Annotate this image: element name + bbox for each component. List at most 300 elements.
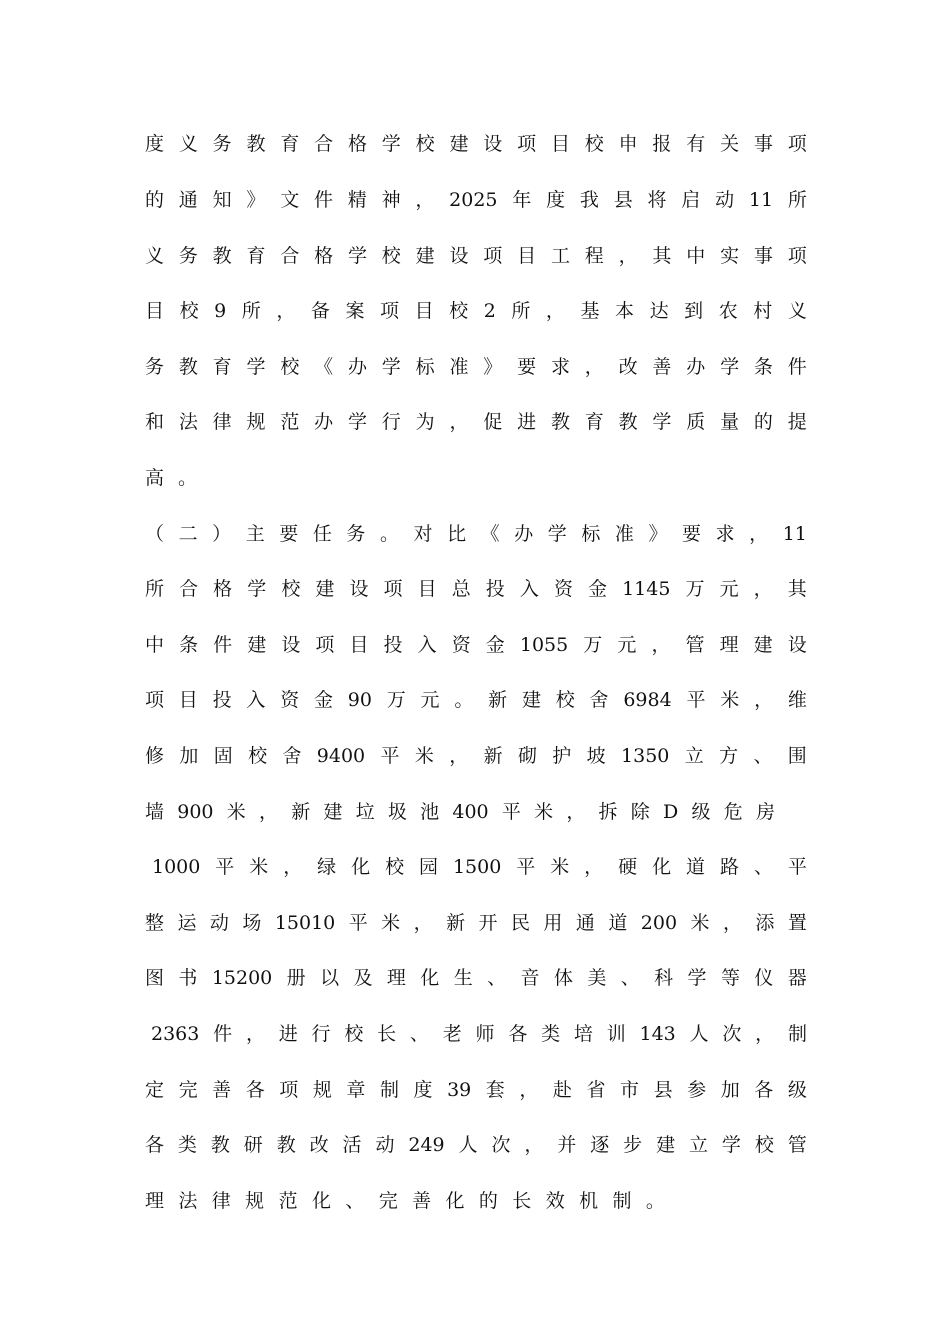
text-glyph: 和 [145,411,165,433]
text-line [145,241,807,271]
text-glyph: 教 [212,245,232,267]
text-glyph: ， [413,912,433,934]
text-glyph: 、 [753,745,773,767]
text-glyph: 建 [323,801,343,823]
text-glyph: 整 [145,912,165,934]
text-glyph: 精 [347,189,367,211]
text-glyph: 项 [145,689,165,711]
text-glyph: 案 [345,300,365,322]
text-glyph: 规 [312,1079,332,1101]
text-glyph: 的 [478,1190,498,1212]
text-glyph: 准 [614,523,634,545]
text-glyph: 入 [417,634,437,656]
text-glyph: 目 [178,689,198,711]
text-glyph: 所 [145,578,165,600]
text-line [145,296,807,326]
text-glyph: 管 [787,1134,807,1156]
text-glyph: 以 [320,967,340,989]
text-glyph: 办 [347,356,367,378]
text-glyph: ， [651,634,671,656]
text-line [145,741,807,771]
text-glyph: 有 [686,133,706,155]
text-glyph: 维 [787,689,807,711]
text-glyph: 2 [483,300,496,322]
text-glyph: 教 [178,356,198,378]
text-glyph: 143 [639,1023,676,1045]
text-glyph: 并 [557,1134,577,1156]
text-glyph: 进 [517,411,537,433]
text-glyph: 规 [246,411,266,433]
text-glyph: 化 [420,967,440,989]
text-glyph: 学 [381,356,401,378]
text-line [151,1019,807,1049]
text-glyph: 其 [787,578,807,600]
text-glyph: 善 [652,356,672,378]
text-glyph: 量 [720,411,740,433]
text-line [145,630,807,660]
text-glyph: 项 [315,634,335,656]
text-glyph: 动 [715,189,735,211]
text-line [145,963,807,993]
text-glyph: 市 [620,1079,640,1101]
text-glyph: 校 [415,133,435,155]
text-glyph: 400 [452,801,489,823]
text-glyph: 章 [346,1079,366,1101]
text-glyph: 理 [145,1190,165,1212]
text-glyph: 二 [178,523,198,545]
text-line [145,685,807,715]
text-glyph: 件 [313,189,333,211]
text-glyph: 其 [652,245,672,267]
text-glyph: 1350 [621,745,670,767]
text-glyph: 体 [553,967,573,989]
text-glyph: 米 [226,801,246,823]
text-glyph: 主 [245,523,265,545]
text-glyph: ， [566,801,586,823]
text-glyph: 道 [686,856,706,878]
text-glyph: 的 [145,189,165,211]
text-glyph: 置 [787,912,807,934]
text-glyph: 行 [311,1023,331,1045]
text-glyph: 格 [314,245,334,267]
text-glyph: ， [415,189,435,211]
text-glyph: 项 [483,245,503,267]
text-glyph: 学 [347,245,367,267]
text-glyph: 1000 [152,856,201,878]
text-glyph: 格 [213,578,233,600]
text-glyph: 各 [754,1079,774,1101]
text-glyph: ， [283,856,303,878]
text-glyph: 目 [517,245,537,267]
text-glyph: 校 [280,356,300,378]
text-glyph: 理 [719,634,739,656]
text-glyph: 老 [442,1023,462,1045]
text-glyph: 学 [687,967,707,989]
text-glyph: 基 [580,300,600,322]
text-glyph: 修 [145,745,165,767]
text-glyph: ， [245,1023,265,1045]
text-glyph: 范 [278,1190,298,1212]
text-glyph: 项 [787,245,807,267]
text-glyph: 教 [550,411,570,433]
text-glyph: 完 [178,1079,198,1101]
text-glyph: 达 [649,300,669,322]
text-glyph: 义 [178,133,198,155]
text-glyph: 校 [179,300,199,322]
text-glyph: 开 [478,912,498,934]
text-glyph: 法 [178,1190,198,1212]
text-glyph: 度 [546,189,566,211]
text-glyph: 。 [379,523,399,545]
text-glyph: 运 [177,912,197,934]
text-glyph: 育 [246,245,266,267]
text-glyph: 准 [449,356,469,378]
text-glyph: 县 [653,1079,673,1101]
text-glyph: 平 [380,745,400,767]
text-glyph: 事 [753,133,773,155]
text-glyph: 设 [349,578,369,600]
text-glyph: 90 [347,689,372,711]
text-glyph: 249 [408,1134,445,1156]
text-glyph: 设 [483,133,503,155]
text-glyph: 》 [246,189,266,211]
text-glyph: 本 [615,300,635,322]
text-glyph: 器 [787,967,807,989]
text-glyph: 规 [245,1190,265,1212]
text-glyph: 长 [377,1023,397,1045]
text-glyph: 元 [617,634,637,656]
text-glyph: 平 [516,856,536,878]
text-glyph: 农 [718,300,738,322]
text-glyph: 工 [550,245,570,267]
text-line [145,352,807,382]
text-line [145,1186,665,1216]
text-glyph: 民 [510,912,530,934]
text-glyph: 神 [381,189,401,211]
text-glyph: 的 [753,411,773,433]
text-glyph: 。 [645,1190,665,1212]
text-glyph: 学 [381,133,401,155]
text-glyph: 、 [487,967,507,989]
text-line [145,574,807,604]
text-glyph: 求 [550,356,570,378]
text-glyph: ， [722,912,742,934]
text-glyph: 办 [686,356,706,378]
text-glyph: 务 [178,245,198,267]
text-glyph: 人 [689,1023,709,1045]
text-glyph: 池 [420,801,440,823]
text-glyph: 设 [281,634,301,656]
text-glyph: 书 [178,967,198,989]
text-glyph: 赴 [552,1079,572,1101]
text-glyph: 合 [314,133,334,155]
text-glyph: 美 [587,967,607,989]
text-glyph: 立 [689,1134,709,1156]
text-glyph: 园 [419,856,439,878]
text-glyph: 教 [210,1134,230,1156]
text-glyph: 9400 [316,745,366,767]
text-glyph: 县 [613,189,633,211]
text-glyph: 项 [787,133,807,155]
text-glyph: 备 [310,300,330,322]
text-glyph: 1145 [622,578,671,600]
text-glyph: 件 [213,1023,233,1045]
text-glyph: 校 [584,133,604,155]
text-line [145,519,807,549]
text-glyph: 机 [579,1190,599,1212]
text-line [145,129,807,159]
text-glyph: 护 [552,745,572,767]
text-glyph: 类 [177,1134,197,1156]
text-glyph: 新 [291,801,311,823]
text-glyph: 所 [241,300,261,322]
text-glyph: 次 [722,1023,742,1045]
text-glyph: 校 [248,745,268,767]
text-glyph: 2025 [449,189,498,211]
text-glyph: 、 [345,1190,365,1212]
text-glyph: 等 [720,967,740,989]
text-glyph: 建 [753,634,773,656]
text-glyph: 促 [483,411,503,433]
text-glyph: 项 [380,300,400,322]
text-glyph: 及 [353,967,373,989]
text-glyph: 项 [279,1079,299,1101]
text-glyph: 提 [787,411,807,433]
text-glyph: 拆 [598,801,618,823]
text-glyph: 生 [453,967,473,989]
text-glyph: 舍 [282,745,302,767]
text-glyph: 人 [458,1134,478,1156]
text-glyph: 建 [247,634,267,656]
text-glyph: 11 [748,189,774,211]
text-glyph: 加 [720,1079,740,1101]
text-glyph: 效 [545,1190,565,1212]
text-glyph: 学 [347,411,367,433]
text-glyph: 建 [415,245,435,267]
text-glyph: 设 [787,634,807,656]
text-glyph: 危 [723,801,743,823]
text-glyph: 质 [686,411,706,433]
text-glyph: 学 [720,356,740,378]
text-glyph: ， [584,356,604,378]
text-glyph: 校 [385,856,405,878]
text-glyph: 为 [415,411,435,433]
text-line [145,908,807,938]
text-glyph: ， [753,578,773,600]
text-glyph: 200 [640,912,678,934]
text-glyph: 米 [720,689,740,711]
text-glyph: 逐 [590,1134,610,1156]
text-glyph: 所 [511,300,531,322]
text-glyph: 比 [447,523,467,545]
text-glyph: 动 [209,912,229,934]
text-glyph: 将 [647,189,667,211]
text-glyph: 万 [685,578,705,600]
text-glyph: 路 [719,856,739,878]
text-glyph: 各 [245,1079,265,1101]
text-glyph: 资 [280,689,300,711]
text-glyph: 15010 [274,912,336,934]
text-glyph: 务 [145,356,165,378]
text-glyph: 墙 [145,801,165,823]
text-glyph: 申 [618,133,638,155]
text-glyph: ） [212,523,232,545]
text-glyph: 活 [342,1134,362,1156]
text-glyph: 育 [212,356,232,378]
text-glyph: 元 [719,578,739,600]
text-glyph: 添 [755,912,775,934]
text-glyph: ， [618,245,638,267]
text-glyph: 各 [145,1134,165,1156]
text-glyph: 入 [519,578,539,600]
text-glyph: 元 [420,689,440,711]
text-glyph: 度 [413,1079,433,1101]
text-glyph: 年 [512,189,532,211]
text-glyph: 固 [213,745,233,767]
text-glyph: 、 [409,1023,429,1045]
text-glyph: 启 [681,189,701,211]
text-glyph: 米 [550,856,570,878]
text-glyph: 900 [177,801,214,823]
text-glyph: 科 [654,967,674,989]
text-glyph: 制 [787,1023,807,1045]
text-glyph: 1500 [452,856,502,878]
text-glyph: 学 [721,1134,741,1156]
text-glyph: 、 [753,856,773,878]
text-glyph: 舍 [589,689,609,711]
text-glyph: 坡 [586,745,606,767]
text-glyph: 育 [280,133,300,155]
text-glyph: 村 [753,300,773,322]
text-line [152,852,807,882]
text-glyph: 平 [787,856,807,878]
text-glyph: 校 [281,578,301,600]
text-glyph: 法 [178,411,198,433]
text-glyph: ， [749,523,769,545]
text-glyph: 建 [656,1134,676,1156]
text-glyph: 参 [687,1079,707,1101]
text-glyph: 中 [686,245,706,267]
text-glyph: ， [276,300,296,322]
text-glyph: 高 [145,467,165,489]
text-glyph: 万 [583,634,603,656]
text-glyph: 要 [682,523,702,545]
text-glyph: 校 [754,1134,774,1156]
text-glyph: 育 [584,411,604,433]
text-glyph: 场 [242,912,262,934]
text-glyph: 资 [451,634,471,656]
text-glyph: 师 [475,1023,495,1045]
text-glyph: 立 [684,745,704,767]
text-glyph: 务 [346,523,366,545]
text-glyph: 教 [246,133,266,155]
text-glyph: ， [449,411,469,433]
text-glyph: 建 [521,689,541,711]
text-glyph: 教 [276,1134,296,1156]
text-glyph: 所 [787,189,807,211]
text-glyph: 平 [215,856,235,878]
text-glyph: 完 [378,1190,398,1212]
text-glyph: 改 [618,356,638,378]
text-glyph: 圾 [387,801,407,823]
text-glyph: 律 [212,411,232,433]
text-glyph: 要 [279,523,299,545]
text-glyph: 办 [314,411,334,433]
text-glyph: 管 [685,634,705,656]
text-glyph: 定 [145,1079,165,1101]
text-glyph: 步 [623,1134,643,1156]
text-glyph: 图 [145,967,165,989]
text-glyph: 金 [313,689,333,711]
text-glyph: 化 [311,1190,331,1212]
text-glyph: 仪 [754,967,774,989]
text-glyph: 投 [383,634,403,656]
text-glyph: 投 [485,578,505,600]
text-glyph: ， [524,1134,544,1156]
text-glyph: 入 [246,689,266,711]
text-glyph: 办 [514,523,534,545]
text-glyph: 投 [212,689,232,711]
text-glyph: 级 [691,801,711,823]
text-glyph: 善 [212,1079,232,1101]
text-glyph: 房 [755,801,775,823]
text-glyph: 省 [586,1079,606,1101]
text-glyph: 学 [247,578,267,600]
text-glyph: 校 [555,689,575,711]
text-glyph: 动 [375,1134,395,1156]
text-glyph: 道 [608,912,628,934]
text-glyph: 各 [508,1023,528,1045]
text-glyph: 标 [581,523,601,545]
text-glyph: 实 [720,245,740,267]
text-glyph: 任 [312,523,332,545]
text-glyph: 次 [491,1134,511,1156]
text-glyph: 绿 [317,856,337,878]
text-glyph: 行 [381,411,401,433]
text-glyph: 1055 [519,634,569,656]
text-glyph: 加 [179,745,199,767]
text-glyph: ， [449,745,469,767]
text-glyph: 格 [347,133,367,155]
text-glyph: 》 [483,356,503,378]
text-glyph: 新 [488,689,508,711]
text-glyph: 合 [179,578,199,600]
text-glyph: ， [519,1079,539,1101]
text-glyph: 长 [512,1190,532,1212]
text-glyph: 平 [348,912,368,934]
text-glyph: 项 [517,133,537,155]
text-glyph: 9 [214,300,227,322]
text-glyph: 校 [381,245,401,267]
text-glyph: ， [258,801,278,823]
text-glyph: 务 [212,133,232,155]
text-glyph: D [663,801,679,823]
text-glyph: 报 [652,133,672,155]
text-glyph: ， [754,689,774,711]
text-glyph: 册 [286,967,306,989]
text-glyph: 义 [787,300,807,322]
text-glyph: 平 [686,689,706,711]
text-glyph: 化 [445,1190,465,1212]
text-glyph: 改 [309,1134,329,1156]
text-glyph: 合 [280,245,300,267]
text-glyph: 6984 [623,689,672,711]
text-glyph: 制 [379,1079,399,1101]
text-glyph: 目 [349,634,369,656]
text-glyph: 标 [415,356,435,378]
text-glyph: 范 [280,411,300,433]
text-glyph: 15200 [211,967,273,989]
